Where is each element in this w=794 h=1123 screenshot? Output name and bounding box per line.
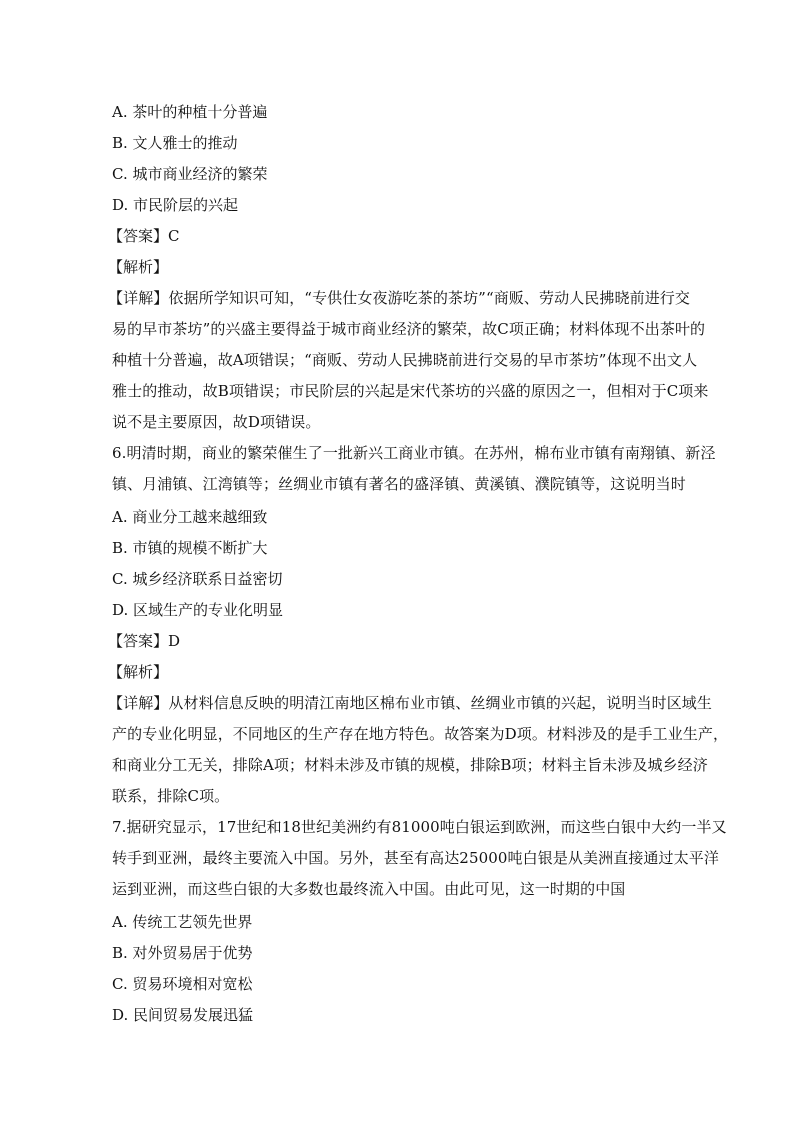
- q5-detail-line: 雅士的推动，故B项错误；市民阶层的兴起是宋代茶坊的兴盛的原因之一，但相对于C项来: [112, 382, 709, 400]
- q5-option-d: D. 市民阶层的兴起: [112, 196, 239, 214]
- q6-option-d: D. 区域生产的专业化明显: [112, 601, 284, 619]
- q6-stem-line: 镇、月浦镇、江湾镇等；丝绸业市镇有著名的盛泽镇、黄溪镇、濮院镇等，这说明当时: [112, 475, 686, 493]
- q6-detail-line: 【详解】从材料信息反映的明清江南地区棉布业市镇、丝绸业市镇的兴起，说明当时区域生: [108, 694, 713, 712]
- q5-option-c: C. 城市商业经济的繁荣: [112, 165, 268, 183]
- q7-option-b: B. 对外贸易居于优势: [112, 944, 253, 962]
- q7-option-c: C. 贸易环境相对宽松: [112, 975, 253, 993]
- q7-option-d: D. 民间贸易发展迅猛: [112, 1006, 254, 1024]
- q5-analysis-label: 【解析】: [108, 258, 169, 276]
- q6-option-a: A. 商业分工越来越细致: [112, 508, 268, 526]
- q7-stem-line: 转手到亚洲，最终主要流入中国。另外，甚至有高达25000吨白银是从美洲直接通过太平洋: [112, 849, 719, 867]
- q7-option-a: A. 传统工艺领先世界: [112, 913, 253, 931]
- q7-stem-line: 运到亚洲，而这些白银的大多数也最终流入中国。由此可见，这一时期的中国: [112, 880, 626, 898]
- q5-detail-line: 说不是主要原因，故D项错误。: [112, 413, 321, 431]
- q5-detail-line: 种植十分普遍，故A项错误；“商贩、劳动人民拂晓前进行交易的早市茶坊”体现不出文人: [112, 351, 698, 369]
- q6-option-c: C. 城乡经济联系日益密切: [112, 570, 283, 588]
- q6-stem-line: 6.明清时期，商业的繁荣催生了一批新兴工商业市镇。在苏州，棉布业市镇有南翔镇、新泾: [112, 444, 716, 462]
- q5-answer: 【答案】C: [108, 227, 180, 245]
- q6-detail-line: 和商业分工无关，排除A项；材料未涉及市镇的规模，排除B项；材料主旨未涉及城乡经济: [112, 756, 708, 774]
- q6-analysis-label: 【解析】: [108, 663, 169, 681]
- q5-detail-line: 易的早市茶坊”的兴盛主要得益于城市商业经济的繁荣，故C项正确；材料体现不出茶叶的: [112, 320, 706, 338]
- q6-option-b: B. 市镇的规模不断扩大: [112, 539, 268, 557]
- q6-detail-line: 产的专业化明显，不同地区的生产存在地方特色。故答案为D项。材料涉及的是手工业生产，: [112, 725, 729, 743]
- q5-option-a: A. 茶叶的种植十分普遍: [112, 103, 268, 121]
- q5-detail-line: 【详解】依据所学知识可知，“专供仕女夜游吃茶的茶坊”“商贩、劳动人民拂晓前进行交: [108, 289, 691, 307]
- q6-answer: 【答案】D: [108, 632, 181, 650]
- q7-stem-line: 7.据研究显示，17世纪和18世纪美洲约有81000吨白银运到欧洲，而这些白银中大约一半又: [112, 818, 727, 836]
- q6-detail-line: 联系，排除C项。: [112, 787, 230, 805]
- q5-option-b: B. 文人雅士的推动: [112, 134, 238, 152]
